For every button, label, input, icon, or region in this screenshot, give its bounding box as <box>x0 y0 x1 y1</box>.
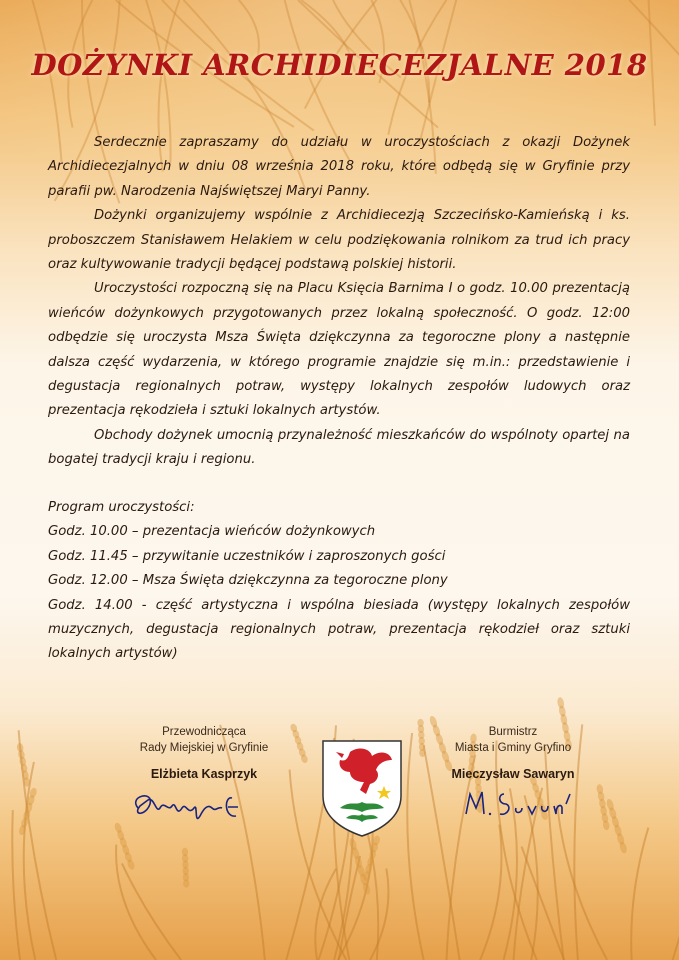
program-item: Godz. 14.00 - część artystyczna i wspólna biesiada (występy lokalnych zespołów muzycznych, degustacja regionalnych potraw, prezentacja rękodzieł oraz sztuki lokalnych artystów) <box>48 597 630 662</box>
signatory-role: Burmistrz <box>488 726 538 738</box>
program-heading: Program uroczystości: <box>48 500 195 515</box>
program-item: Godz. 10.00 – prezentacja wieńców dożynkowych <box>48 524 376 540</box>
paragraph-intro: Serdecznie zapraszamy do udziału w uroczystościach z okazji Dożynek Archidiecezjalnych w dniu 08 września 2018 roku, które odbędą się w Gryfinie przy parafii pw. Narodzenia Najświętszej Maryi Panny. <box>48 135 630 199</box>
paragraph-organizers: Dożynki organizujemy wspólnie z Archidiecezją Szczecińsko-Kamieńską i ks. proboszczem Stanisławem Helakiem w celu podziękowania rolnikom za trud ich pracy oraz kultywowanie tradycji będącej podstawą polskiej historii. <box>48 208 630 273</box>
page-title: DOŻYNKI ARCHIDIECEZJALNE 2018 <box>31 48 648 82</box>
signatory-name: Elżbieta Kasprzyk <box>150 767 258 781</box>
gryfino-coat-of-arms-icon <box>320 738 404 838</box>
signatory-name: Mieczysław Sawaryn <box>451 767 575 781</box>
program-item: Godz. 12.00 – Msza Święta dziękczynna za tegoroczne plony <box>48 573 448 589</box>
invitation-text <box>48 131 630 473</box>
signatory-role: Miasta i Gminy Gryfino <box>454 742 572 754</box>
signature-left <box>124 786 254 830</box>
signatory-right <box>418 724 608 782</box>
program-section <box>48 496 630 667</box>
signature-right <box>458 784 578 824</box>
program-item: Godz. 11.45 – przywitanie uczestników i zaproszonych gości <box>48 548 446 564</box>
signatory-role: Przewodnicząca <box>162 726 246 738</box>
paragraph-schedule: Uroczystości rozpoczną się na Placu Księcia Barnima I o godz. 10.00 prezentacją wieńców dożynkowych przygotowanych przez lokalną społeczność. O godz. 12:00 odbędzie się uroczysta Msza Święta dziękczynna za tegoroczne plony a następnie dalsza część wydarzenia, w którego programie znajdzie się m.in.: przedstawienie i degustacja regionalnych potraw, występy lokalnych zespołów ludowych oraz prezentacja rękodzieła i sztuki lokalnych artystów. <box>48 281 630 419</box>
paragraph-closing: Obchody dożynek umocnią przynależność mieszkańców do wspólnoty opartej na bogatej tradycji kraju i regionu. <box>48 427 630 468</box>
signatory-role: Rady Miejskiej w Gryfinie <box>139 742 269 754</box>
signatory-left <box>104 724 304 782</box>
